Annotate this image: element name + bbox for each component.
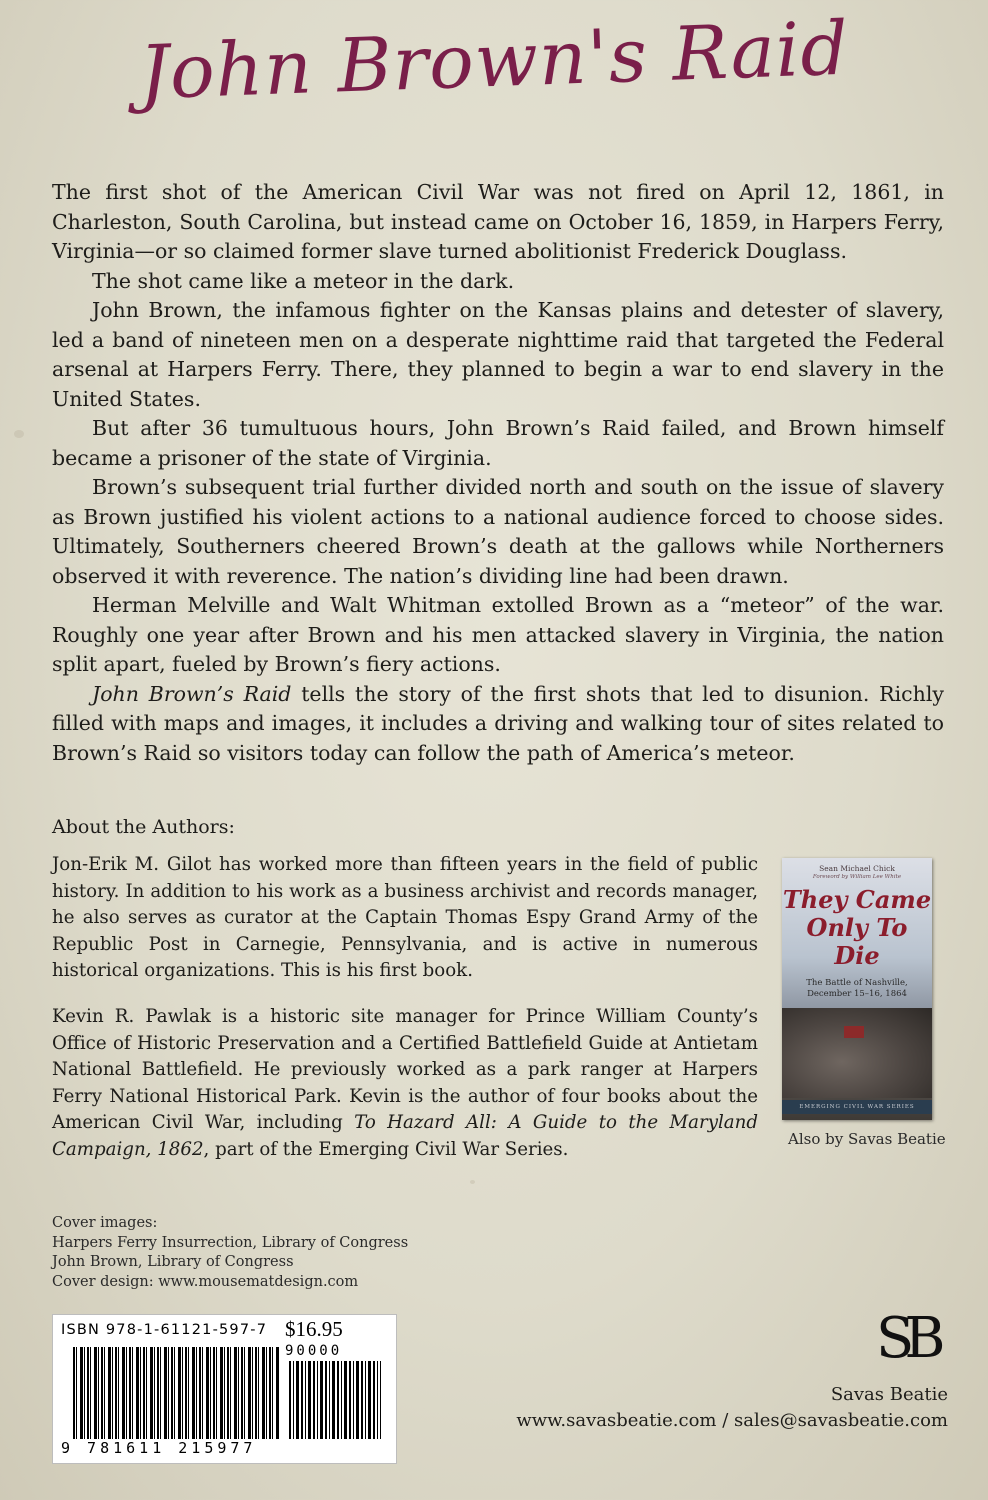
barcode-digits: 9 781611 215977 bbox=[61, 1439, 257, 1457]
bio-text: Kevin R. Pawlak is a historic site manager for Prince William County’s Office of Historic Preservation and a Certified Battlefield Guide at Antietam National Battlefield. He previously worked as a park ranger at Harpers Ferry National Historical Park. Kevin is the author of four books about the American Civil War, including bbox=[52, 1006, 758, 1133]
cover-credits bbox=[52, 1214, 408, 1292]
publisher-contact: www.savasbeatie.com / sales@savasbeatie.com bbox=[516, 1410, 948, 1431]
price-code: 90000 bbox=[285, 1343, 343, 1359]
related-book-author: Sean Michael Chick bbox=[819, 864, 895, 873]
credits-line: Harpers Ferry Insurrection, Library of Congress bbox=[52, 1234, 409, 1251]
book-title: John Brown's Raid bbox=[137, 5, 851, 117]
related-book-title: They Came Only To Die bbox=[782, 885, 932, 970]
credits-line: Cover design: www.mousematdesign.com bbox=[52, 1273, 359, 1290]
related-book-subtitle-line: December 15–16, 1864 bbox=[807, 989, 907, 999]
book-description bbox=[52, 178, 944, 768]
description-text: tells the story of the first shots that led to disunion. Richly filled with maps and images, it includes a driving and walking tour of sites related to Brown’s Raid so visitors today can follow the path of America’s meteor. bbox=[52, 681, 944, 765]
battle-scene-image bbox=[782, 1008, 932, 1098]
author-bio-gilot: Jon-Erik M. Gilot has worked more than fifteen years in the field of public history. In addition to his work as a business archivist and records manager, he also serves as curator at the Captain Thomas Espy Grand Army of the Republic Post in Carnegie, Pennsylvania, and is active in numerous historical organizations. This is his first book. bbox=[52, 854, 758, 981]
credits-heading: Cover images: bbox=[52, 1215, 158, 1231]
book-title-italic: John Brown’s Raid bbox=[92, 681, 292, 706]
flag-icon bbox=[844, 1026, 864, 1038]
related-book-subtitle bbox=[782, 978, 932, 1000]
author-bio-pawlak bbox=[52, 1004, 758, 1163]
paper-speck bbox=[14, 430, 24, 438]
bio-text: , part of the Emerging Civil War Series. bbox=[203, 1138, 569, 1160]
authors-heading: About the Authors: bbox=[52, 816, 235, 838]
related-book-foreword: Foreword by William Lee White bbox=[812, 874, 902, 880]
isbn-label: ISBN 978-1-61121-597-7 bbox=[61, 1322, 268, 1338]
related-book-subtitle-line: The Battle of Nashville, bbox=[806, 978, 908, 988]
price: $16.95 bbox=[285, 1317, 343, 1341]
related-book-series: EMERGING CIVIL WAR SERIES bbox=[782, 1100, 932, 1114]
isbn-barcode bbox=[52, 1314, 397, 1464]
publisher-logo: SB bbox=[876, 1306, 936, 1371]
credits-line: John Brown, Library of Congress bbox=[52, 1254, 294, 1270]
barcode-addon-bars bbox=[289, 1361, 381, 1439]
description-paragraph: The first shot of the American Civil War was not fired on April 12, 1861, in Charleston, South Carolina, but instead came on October 16, 1859, in Harpers Ferry, Virginia—or so claimed former slave turned abolitionist Frederick Douglass. bbox=[52, 180, 944, 263]
barcode-bars bbox=[73, 1347, 279, 1439]
related-book-cover bbox=[782, 858, 932, 1120]
description-paragraph: But after 36 tumultuous hours, John Brown’s Raid failed, and Brown himself became a prisoner of the state of Virginia. bbox=[52, 416, 944, 470]
description-paragraph: John Brown, the infamous fighter on the Kansas plains and detester of slavery, led a band of nineteen men on a desperate nighttime raid that targeted the Federal arsenal at Harpers Ferry. There, they planned to begin a war to end slavery in the United States. bbox=[52, 298, 944, 411]
publisher-name: Savas Beatie bbox=[830, 1384, 948, 1405]
description-paragraph: Herman Melville and Walt Whitman extolled Brown as a “meteor” of the war. Roughly one year after Brown and his men attacked slavery in Virginia, the nation split apart, fueled by Brown’s fiery actions. bbox=[52, 593, 944, 676]
description-paragraph: The shot came like a meteor in the dark. bbox=[92, 268, 515, 293]
description-paragraph: Brown’s subsequent trial further divided north and south on the issue of slavery as Brown justified his violent actions to a national audience forced to choose sides. Ultimately, Southerners cheered Brown’s death at the gallows while Northerners observed it with reverence. The nation’s dividing line had been drawn. bbox=[52, 475, 944, 588]
description-paragraph bbox=[52, 680, 944, 769]
related-book-caption: Also by Savas Beatie bbox=[788, 1130, 946, 1148]
bio-book-title: To Hazard All: A Guide to the Maryland Campaign, 1862 bbox=[52, 1112, 758, 1160]
paper-speck bbox=[470, 1180, 475, 1184]
